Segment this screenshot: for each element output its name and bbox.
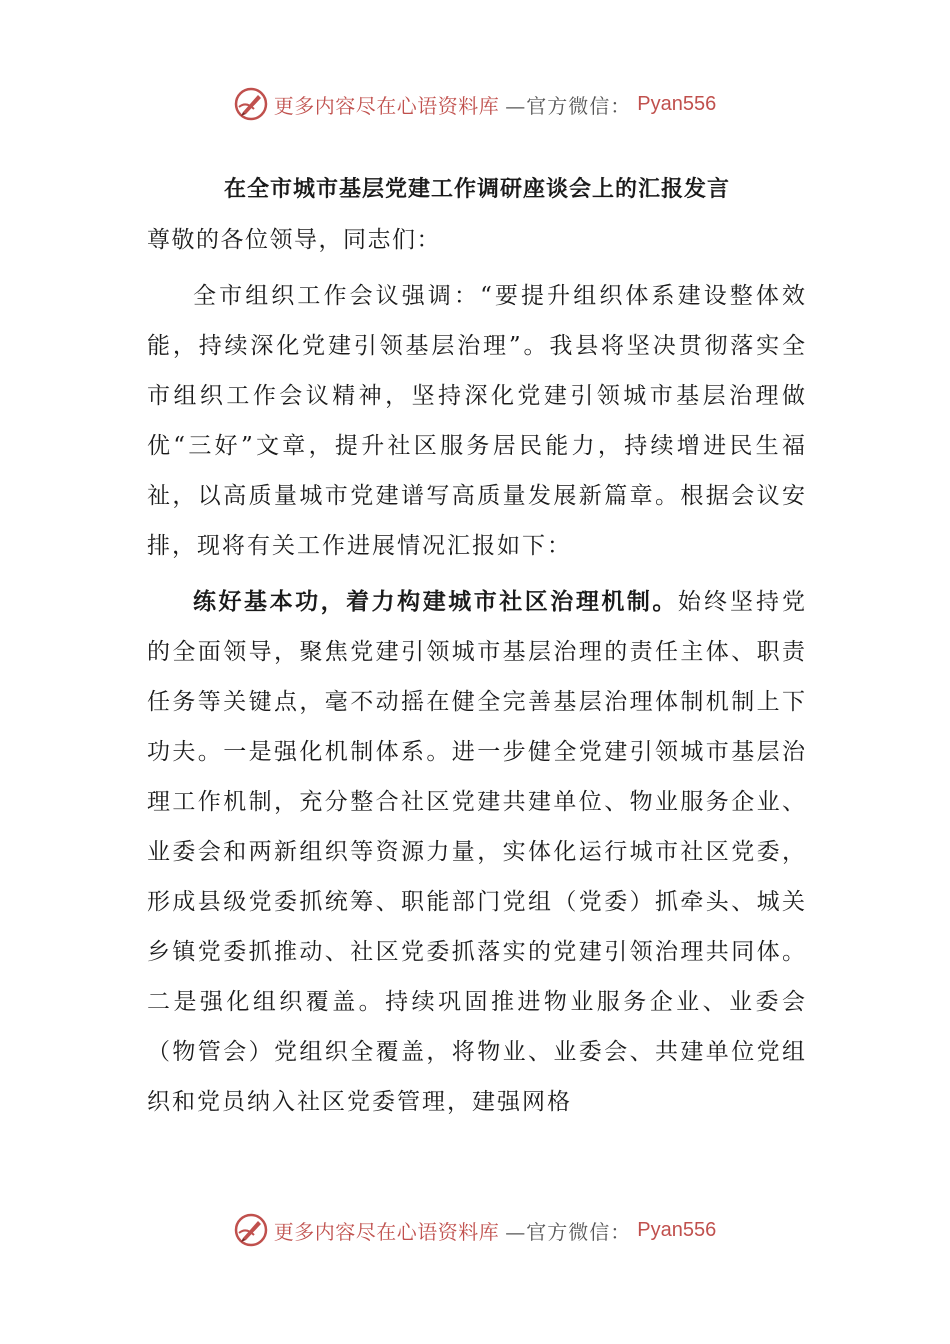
banner-main-text: 更多内容尽在心语资料库 [273, 1219, 500, 1244]
footer-banner [0, 1208, 950, 1252]
banner-sub-text: —官方微信： [505, 1219, 632, 1244]
intro-paragraph: 全市组织工作会议强调：“要提升组织体系建设整体效能，持续深化党建引领基层治理”。我县将坚决贯彻落实全市组织工作会议精神，坚持深化党建引领城市基层治理做优“三好”文章，提升社区服务居民能力，持续增进民生福祉，以高质量城市党建谱写高质量发展新篇章。根据会议安排，现将有关工作进展情况汇报如下： [147, 283, 807, 559]
document-body [147, 172, 807, 1133]
banner-wechat-id: Pyan556 [637, 1218, 717, 1241]
salutation: 尊敬的各位领导，同志们： [147, 227, 441, 253]
section1-body: 始终坚持党的全面领导，聚焦党建引领城市基层治理的责任主体、职责任务等关键点，毫不动摇在健全完善基层治理体制机制上下功夫。一是强化机制体系。进一步健全党建引领城市基层治理工作机制，充分整合社区党建共建单位、物业服务企业、业委会和两新组织等资源力量，实体化运行城市社区党委，形成县级党委抓统筹、职能部门党组（党委）抓牵头、城关乡镇党委抓推动、社区党委抓落实的党建引领治理共同体。二是强化组织覆盖。持续巩固推进物业服务企业、业委会（物管会）党组织全覆盖，将物业、业委会、共建单位党组织和党员纳入社区党委管理，建强网格 [147, 589, 808, 1115]
pen-logo-icon [234, 1213, 268, 1247]
section1-paragraph [147, 577, 807, 1127]
header-banner [0, 82, 950, 126]
banner-main-text: 更多内容尽在心语资料库 [273, 93, 500, 118]
banner-sub-text: —官方微信： [505, 93, 632, 118]
document-title: 在全市城市基层党建工作调研座谈会上的汇报发言 [223, 177, 730, 202]
banner-wechat-id: Pyan556 [637, 92, 717, 115]
pen-logo-icon [234, 87, 268, 121]
section1-heading: 练好基本功，着力构建城市社区治理机制。 [193, 589, 678, 615]
